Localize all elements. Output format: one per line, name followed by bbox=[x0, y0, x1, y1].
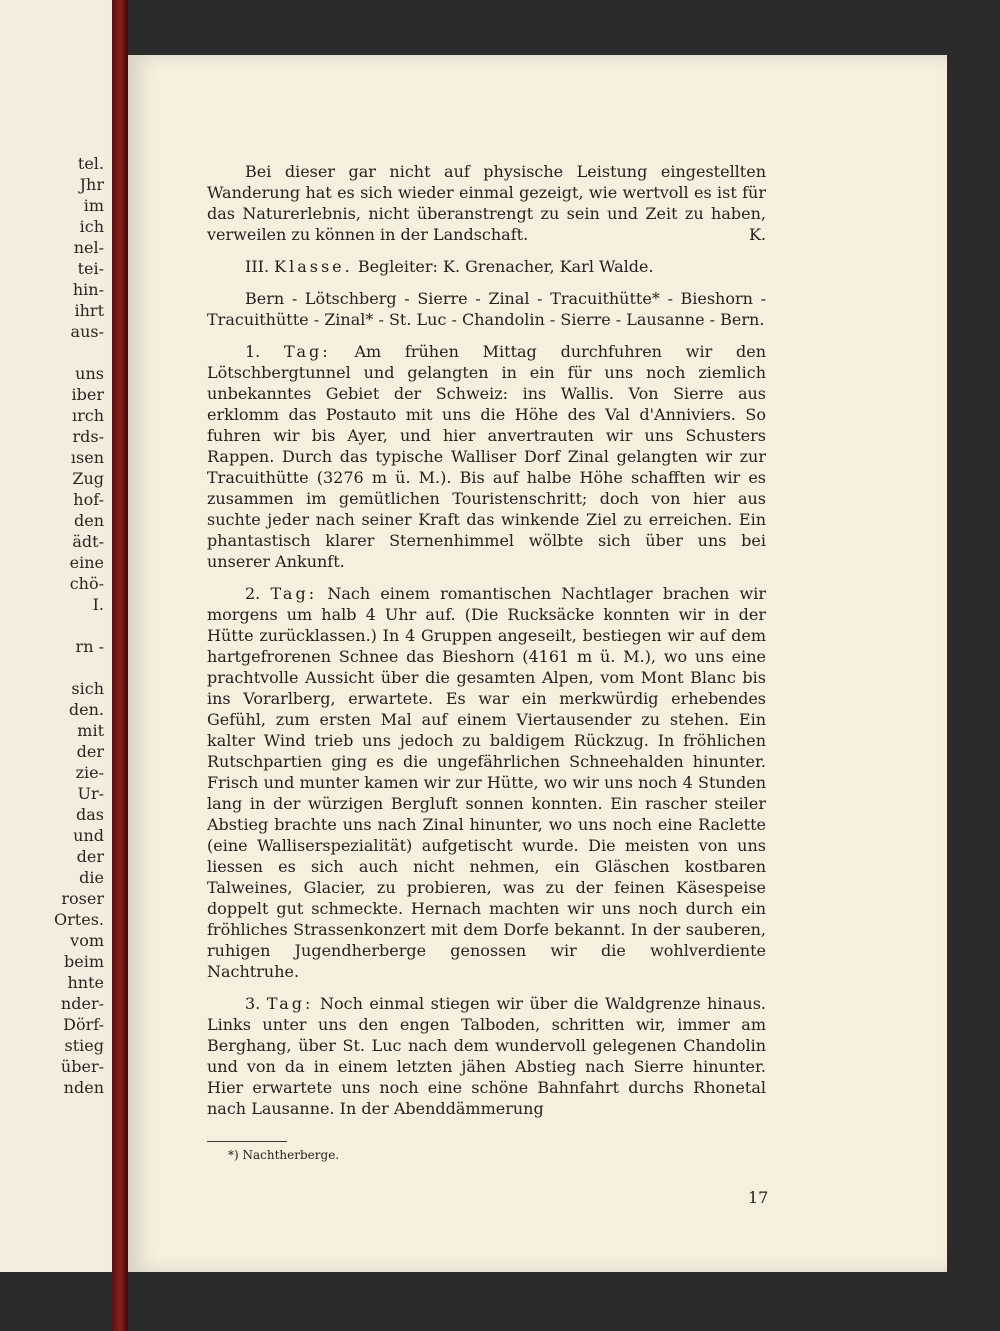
day-2-paragraph bbox=[207, 583, 766, 982]
left-page-fragment: tei- bbox=[77, 259, 104, 278]
day-3-label: Tag: bbox=[266, 994, 314, 1013]
class-heading bbox=[207, 256, 766, 277]
right-page bbox=[128, 55, 947, 1272]
left-page-fragment: nder- bbox=[60, 994, 104, 1013]
paragraph-intro bbox=[207, 161, 766, 245]
left-page-blank-line bbox=[54, 615, 104, 636]
left-page-fragment: chö- bbox=[69, 574, 104, 593]
day-1-text: Am frühen Mittag durchfuhren wir den Lötschbergtunnel und gelangten in ein für uns noch ziemlich unbekanntes Gebiet der Schweiz: ins Wallis. Von Sierre aus erklomm das Postauto mit uns die Höhe des Val d'Anniviers. So fuhren wir bis Ayer, und hier anvertrauten wir uns Schusters Rappen. Durch das typische Walliser Dorf Zinal gelangten wir zur Tracuithütte (3276 m ü. M.). Bis auf halbe Höhe schafften wir es zusammen im gemütlichen Touristenschritt; doch von hier aus suchte jeder nach seiner Kraft das winkende Ziel zu erreichen. Ein phantastisch klarer Sternenhimmel wölbte sich über uns bei unserer Ankunft. bbox=[207, 342, 767, 571]
left-page-fragment: tel. bbox=[77, 154, 104, 173]
page-number: 17 bbox=[748, 1188, 769, 1207]
day-1-paragraph bbox=[207, 341, 766, 572]
left-page-fragment: das bbox=[76, 805, 104, 824]
left-page-fragment: uns bbox=[75, 364, 104, 383]
left-page-fragment: hnte bbox=[67, 973, 104, 992]
left-page-blank-line bbox=[54, 657, 104, 678]
left-page-fragment: Ortes. bbox=[54, 910, 104, 929]
left-page-fragment: und bbox=[73, 826, 104, 845]
left-page-fragment: nden bbox=[63, 1078, 104, 1097]
left-page bbox=[0, 0, 128, 1272]
left-page-fragment: iber bbox=[71, 385, 104, 404]
class-companions: Begleiter: K. Grenacher, Karl Walde. bbox=[357, 257, 654, 276]
left-page-fragment: Ur- bbox=[77, 784, 104, 803]
day-2-text: Nach einem romantischen Nachtlager brachen wir morgens um halb 4 Uhr auf. (Die Rucksäcke konnten wir in der Hütte zurücklassen.) In 4 Gruppen angeseilt, bestiegen wir auf dem hartgefrorenen Schnee das Bieshorn (4161 m ü. M.), wo uns eine prachtvolle Aussicht über die gesamten Alpen, vom Mont Blanc bis ins Vorarlberg, erwartete. Es war ein merkwürdig erhebendes Gefühl, zum ersten Mal auf einem Viertausender zu stehen. Ein kalter Wind trieb uns jedoch zu baldigem Rückzug. In fröhlichen Rutschpartien ging es die ungefährlichen Schneehalden hinunter. Frisch und munter kamen wir zur Hütte, wo wir uns noch 4 Stunden lang in der würzigen Bergluft sonnen konnten. Ein rascher steiler Abstieg brachte uns nach Zinal hinunter, wo uns noch eine Raclette (eine Walliserspezialität) aufgetischt wurde. Die meisten von uns liessen es sich auch nicht nehmen, ein Gläschen kostbaren Talweines, Glacier, zu probieren, was zu der feinen Käsespeise doppelt gut schmeckte. Hernach machten wir uns noch durch ein fröhliches Strassenkonzert mit dem Dorfe bekannt. In der sauberen, ruhigen Jugendherberge genossen wir die wohlverdiente Nachtruhe. bbox=[207, 584, 766, 981]
book-spine bbox=[112, 0, 128, 1331]
left-page-fragment: ich bbox=[79, 217, 104, 236]
left-page-paper bbox=[0, 0, 112, 1272]
left-page-fragment: mit bbox=[77, 721, 104, 740]
day-2-number: 2. bbox=[245, 584, 261, 603]
footnote-divider bbox=[207, 1141, 287, 1142]
left-page-fragment: die bbox=[79, 868, 104, 887]
left-page-fragment: sich bbox=[71, 679, 104, 698]
day-1-number: 1. bbox=[245, 342, 261, 361]
left-page-fragment: Jhr bbox=[79, 175, 104, 194]
left-page-fragment: stieg bbox=[64, 1036, 104, 1055]
left-page-fragment: ädt- bbox=[72, 532, 104, 551]
left-page-fragment: hin- bbox=[72, 280, 104, 299]
day-3-paragraph bbox=[207, 993, 766, 1119]
left-page-fragment: eine bbox=[69, 553, 104, 572]
left-page-fragment: hof- bbox=[73, 490, 104, 509]
left-page-fragment: vom bbox=[70, 931, 104, 950]
left-page-fragment: der bbox=[76, 847, 104, 866]
route-paragraph: Bern - Lötschberg - Sierre - Zinal - Tracuithütte* - Bieshorn - Tracuithütte - Zinal* - St. Luc - Chandolin - Sierre - Lausanne - Bern. bbox=[207, 289, 766, 329]
left-page-fragment: aus- bbox=[70, 322, 104, 341]
left-page-fragment: beim bbox=[64, 952, 104, 971]
left-page-fragment: I. bbox=[92, 595, 104, 614]
left-page-text-fragments bbox=[54, 153, 104, 1098]
left-page-fragment: ısen bbox=[70, 448, 104, 467]
day-3-number: 3. bbox=[245, 994, 261, 1013]
left-page-fragment: den bbox=[73, 511, 104, 530]
left-page-fragment: den. bbox=[68, 700, 104, 719]
class-word: Klasse. bbox=[274, 257, 353, 276]
paragraph-intro-text: Bei dieser gar nicht auf physische Leistung eingestellten Wanderung hat es sich wieder einmal gezeigt, wie wertvoll es ist für das Naturerlebnis, nicht überanstrengt zu sein und Zeit zu haben, verweilen zu können in der Landschaft. bbox=[207, 162, 766, 244]
left-page-fragment: nel- bbox=[73, 238, 104, 257]
left-page-fragment: Zug bbox=[72, 469, 104, 488]
left-page-blank-line bbox=[54, 342, 104, 363]
day-1-label: Tag: bbox=[284, 342, 331, 361]
left-page-fragment: zie- bbox=[75, 763, 104, 782]
left-page-fragment: rn - bbox=[75, 637, 104, 656]
left-page-fragment: über- bbox=[60, 1057, 104, 1076]
class-number: III. bbox=[245, 257, 270, 276]
author-initial: K. bbox=[748, 225, 766, 244]
left-page-fragment: im bbox=[83, 196, 104, 215]
day-2-label: Tag: bbox=[270, 584, 318, 603]
left-page-fragment: ırch bbox=[71, 406, 104, 425]
left-page-fragment: ihrt bbox=[74, 301, 104, 320]
left-page-fragment: rds- bbox=[72, 427, 104, 446]
footnote: *) Nachtherberge. bbox=[228, 1148, 340, 1162]
page-body bbox=[207, 161, 766, 1130]
left-page-fragment: der bbox=[76, 742, 104, 761]
left-page-fragment: Dörf- bbox=[63, 1015, 104, 1034]
left-page-fragment: roser bbox=[61, 889, 104, 908]
day-3-text: Noch einmal stiegen wir über die Waldgrenze hinaus. Links unter uns den engen Talboden, schritten wir, immer am Berghang, über St. Luc nach dem wundervoll gelegenen Chandolin und von da in einem letzten jähen Abstieg nach Sierre hinunter. Hier erwartete uns noch eine schöne Bahnfahrt durchs Rhonetal nach Lausanne. In der Abenddämmerung bbox=[207, 994, 766, 1118]
